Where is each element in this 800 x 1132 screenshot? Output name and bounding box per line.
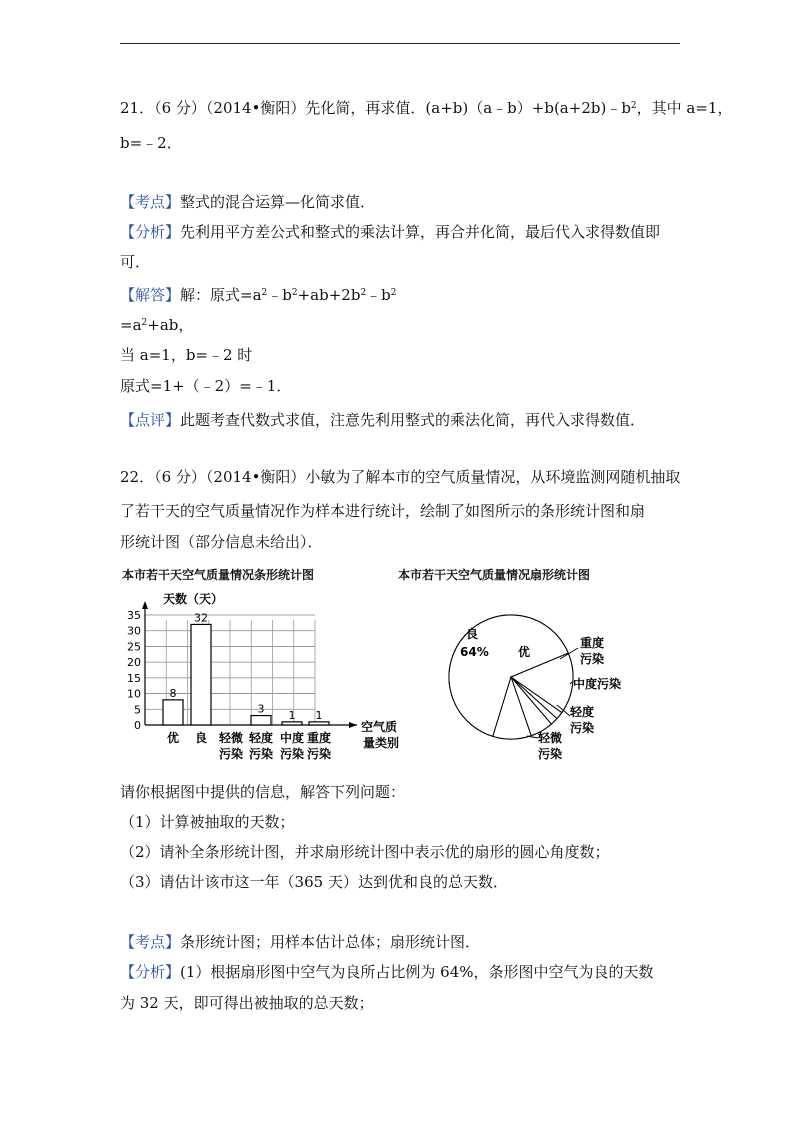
x-tick-label: 污染 — [248, 747, 274, 761]
slice-label: 轻微 — [538, 731, 563, 745]
slice-label: 轻度 — [570, 705, 595, 719]
data-label: 1 — [315, 708, 323, 722]
x-tick-label: 污染 — [218, 747, 244, 761]
q22-sub-3: （3）请估计该市这一年（365 天）达到优和良的总天数． — [120, 873, 508, 891]
slice-label: 良 — [466, 627, 479, 641]
x-tick-label: 良 — [194, 731, 208, 745]
slice-label: 重度 — [580, 636, 605, 650]
y-tick-label: 0 — [134, 719, 141, 732]
x-tick-label: 优 — [166, 731, 180, 745]
q22-kaodian: 【考点】条形统计图；用样本估计总体；扇形统计图． — [120, 933, 481, 951]
x-axis-arrow — [349, 722, 357, 728]
data-label: 1 — [288, 708, 296, 722]
x-tick-label: 轻微 — [218, 731, 244, 745]
q21-fenxi-line-1: 【分析】先利用平方差公式和整式的乘法计算，再合并化简，最后代入求得数值即 — [120, 223, 661, 241]
slice-label: 污染 — [580, 652, 605, 666]
fenxi-tag: 【分析】 — [120, 223, 181, 241]
q21-stem-line-1: 21．（6 分）（2014•衡阳）先化简，再求值．$(a+b)(a﹣b)+b(a+2b)﹣b^2$，其中 a=1， — [120, 99, 733, 117]
pie-chart — [430, 590, 630, 790]
q21-dianping: 【点评】此题考查代数式求值，注意先利用整式的乘法化简，再代入求得数值． — [120, 411, 646, 429]
bar — [163, 700, 183, 725]
y-tick-label: 10 — [127, 687, 141, 701]
q22-stem-line-1: 22．（6 分）（2014•衡阳）小敏为了解本市的空气质量情况，从环境监测网随机抽取 — [120, 468, 681, 486]
x-axis-label: 空气质 — [361, 720, 398, 734]
slice-label: 污染 — [570, 721, 595, 735]
data-label: 8 — [169, 686, 177, 700]
y-tick-label: 30 — [127, 624, 141, 638]
x-tick-label: 污染 — [306, 747, 332, 761]
data-label: 3 — [257, 702, 265, 716]
kaodian-tag: 【考点】 — [120, 933, 181, 951]
q22-fenxi-line-1: 【分析】(1）根据扇形图中空气为良所占比例为 64%，条形图中空气为良的天数 — [120, 963, 654, 981]
q21-stem-line-2: b=﹣2． — [120, 134, 182, 152]
x-tick-label: 重度 — [306, 731, 332, 745]
bar-chart — [115, 585, 400, 785]
data-label: 32 — [194, 611, 208, 625]
q21-jieda: 【解答】解：原式$=a^2﹣b^2+ab+2b^2﹣b^2$ — [120, 286, 397, 304]
y-tick-label: 25 — [127, 640, 141, 654]
x-tick-label: 轻度 — [248, 731, 274, 745]
slice-label: 污染 — [538, 747, 563, 761]
bar — [251, 716, 271, 725]
q22-sub-1: （1）计算被抽取的天数； — [120, 813, 295, 831]
slice-label: 中度污染 — [573, 677, 622, 691]
x-axis-label: 量类别 — [363, 736, 400, 750]
bar — [191, 624, 211, 725]
q22-sub-2: （2）请补全条形统计图，并求扇形统计图中表示优的扇形的圆心角度数； — [120, 843, 610, 861]
q22-stem-line-2: 了若干天的空气质量情况作为样本进行统计，绘制了如图所示的条形统计图和扇 — [120, 502, 646, 520]
dianping-tag: 【点评】 — [120, 411, 181, 429]
q22-fenxi-line-2: 为 32 天，即可得出被抽取的总天数； — [120, 994, 374, 1012]
y-tick-label: 35 — [127, 609, 141, 622]
slice-label: 优 — [518, 645, 531, 659]
x-tick-label: 中度 — [279, 731, 305, 745]
kaodian-tag: 【考点】 — [120, 193, 181, 211]
slice-value-label: 64% — [460, 645, 489, 659]
fenxi-tag: 【分析】 — [120, 963, 181, 981]
q21-step-3: 当 a=1，b=﹣2 时 — [120, 346, 253, 364]
q21-step-2: $=a^2+ab$， — [120, 316, 194, 334]
y-tick-label: 5 — [134, 703, 141, 717]
bar-chart-title: 本市若干天空气质量情况条形统计图 — [122, 568, 315, 582]
bar — [282, 722, 302, 725]
y-axis-label: 天数（天） — [163, 592, 224, 606]
q21-kaodian: 【考点】整式的混合运算—化简求值． — [120, 193, 376, 211]
q21-step-4: 原式=1+（﹣2）=﹣1． — [120, 377, 292, 395]
header-rule — [120, 43, 680, 44]
x-tick-label: 污染 — [279, 747, 305, 761]
pie-chart-title: 本市若干天空气质量情况扇形统计图 — [398, 568, 591, 582]
jieda-tag: 【解答】 — [120, 286, 181, 304]
y-tick-label: 15 — [127, 671, 141, 685]
y-axis-arrow — [142, 601, 148, 609]
q22-prompt: 请你根据图中提供的信息，解答下列问题： — [120, 783, 406, 801]
q22-stem-line-3: 形统计图（部分信息未给出）． — [120, 533, 323, 551]
bar — [309, 722, 329, 725]
y-tick-label: 20 — [127, 656, 141, 670]
q21-fenxi-line-2: 可． — [120, 253, 151, 271]
